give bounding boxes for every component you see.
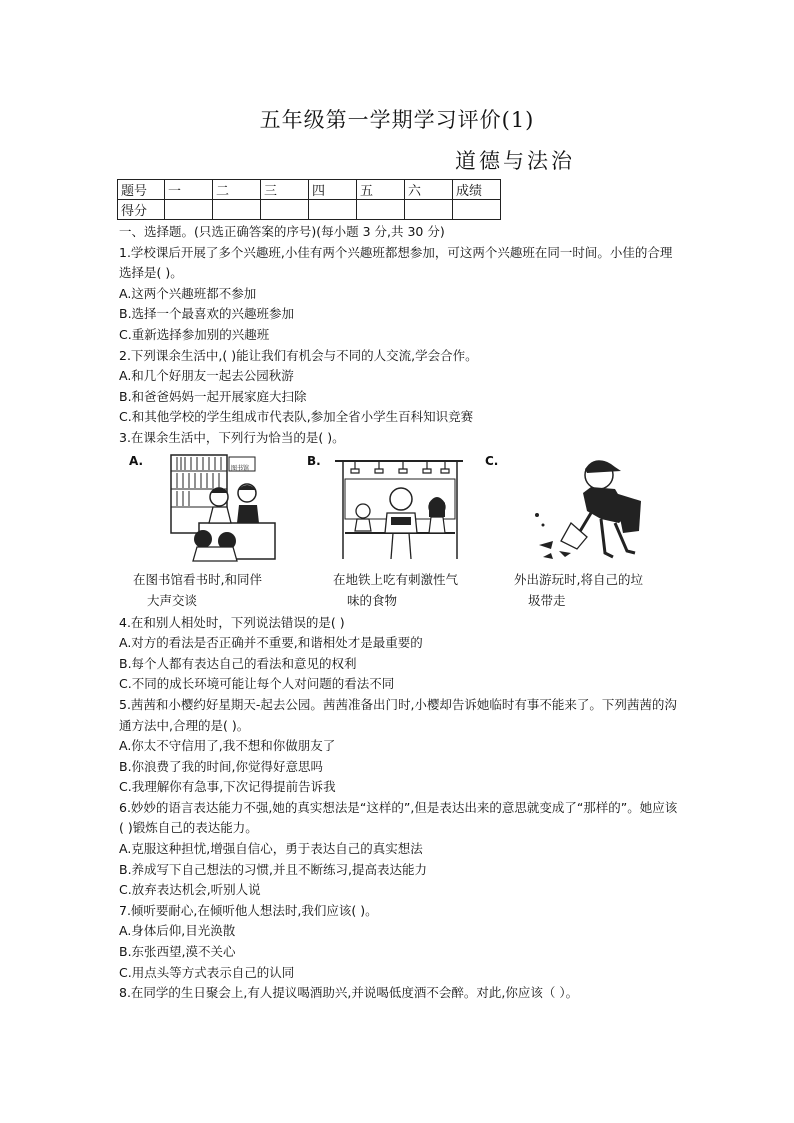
question-stem: 2.下列课余生活中,( )能让我们有机会与不同的人交流,学会合作。	[119, 347, 478, 363]
caption-line: 圾带走	[528, 592, 566, 608]
subject-title: 道德与法治	[455, 149, 575, 173]
picture-caption-c	[514, 569, 664, 611]
question-stem: 8.在同学的生日聚会上,有人提议喝酒助兴,并说喝低度酒不会醉。对此,你应该（ ）。	[119, 985, 579, 1001]
question-content	[119, 222, 679, 1004]
question-stem: 1.学校课后开展了多个兴趣班,小佳有两个兴趣班都想参加，可这两个兴趣班在同一时间。小佳的合理选择是( )。	[119, 244, 673, 281]
score-blank-cell	[309, 200, 357, 220]
score-header-cell: 成绩	[453, 180, 501, 200]
score-blank-cell	[405, 200, 453, 220]
library-sign-label: 图书馆	[231, 464, 250, 472]
picture-caption-a	[133, 569, 283, 611]
picture-letter: C.	[485, 453, 499, 468]
question-stem: 5.茜茜和小樱约好星期天-起去公园。茜茜准备出门时,小樱却告诉她临时有事不能来了。下列茜茜的沟通方法中,合理的是( )。	[119, 696, 677, 733]
score-blank-cell	[357, 200, 405, 220]
caption-line: 大声交谈	[147, 592, 198, 608]
score-header-cell: 三	[261, 180, 309, 200]
picture-letter: B.	[307, 453, 321, 468]
score-header-cell: 二	[213, 180, 261, 200]
score-row-label: 得分	[118, 200, 165, 220]
option-c: C.用点头等方式表示自己的认同	[119, 964, 295, 980]
score-blank-cell	[213, 200, 261, 220]
score-table-score-row	[118, 200, 501, 220]
picture-letter: A.	[129, 453, 144, 468]
option-b: B.选择一个最喜欢的兴趣班参加	[119, 306, 295, 322]
score-blank-cell	[261, 200, 309, 220]
picture-option-c	[485, 449, 665, 569]
picture-captions	[119, 569, 679, 613]
score-header-cell: 一	[165, 180, 213, 200]
score-header-cell: 题号	[118, 180, 165, 200]
page-title: 五年级第一学期学习评价(1)	[259, 108, 535, 132]
picture-option-a	[129, 449, 289, 569]
option-c: C.重新选择参加别的兴趣班	[119, 326, 270, 342]
caption-line: 在地铁上吃有刺激性气	[333, 571, 459, 587]
question-stem: 6.妙妙的语言表达能力不强,她的真实想法是“这样的”,但是表达出来的意思就变成了“那样的”。她应该( )锻炼自己的表达能力。	[119, 799, 678, 836]
option-c: C.我理解你有急事,下次记得提前告诉我	[119, 779, 336, 795]
caption-line: 味的食物	[347, 592, 398, 608]
question-stem: 4.在和别人相处时，下列说法错误的是( )	[119, 614, 345, 630]
score-table-header-row	[118, 180, 501, 200]
question-stem: 7.倾听要耐心,在倾听他人想法时,我们应该( )。	[119, 902, 378, 918]
option-a: A.和几个好朋友一起去公园秋游	[119, 368, 294, 384]
option-b: B.你浪费了我的时间,你觉得好意思吗	[119, 758, 324, 774]
option-a: A.你太不守信用了,我不想和你做朋友了	[119, 738, 336, 754]
subway-illustration-icon	[333, 455, 465, 563]
option-a: A.这两个兴趣班都不参加	[119, 285, 257, 301]
option-c: C.放弃表达机会,听别人说	[119, 882, 261, 898]
option-a: A.对方的看法是否正确并不重要,和谐相处才是最重要的	[119, 635, 423, 651]
option-b: B.东张西望,漠不关心	[119, 944, 236, 960]
section-heading: 一、选择题。(只选正确答案的序号)(每小题 3 分,共 30 分)	[119, 224, 445, 239]
option-b: B.每个人都有表达自己的看法和意见的权利	[119, 655, 357, 671]
score-table	[117, 179, 501, 220]
option-b: B.和爸爸妈妈一起开展家庭大扫除	[119, 388, 307, 404]
score-header-cell: 五	[357, 180, 405, 200]
caption-line: 在图书馆看书时,和同伴	[133, 571, 262, 587]
option-c: C.不同的成长环境可能让每个人对问题的看法不同	[119, 676, 395, 692]
question-stem: 3.在课余生活中，下列行为恰当的是( )。	[119, 429, 345, 445]
picture-caption-b	[333, 569, 483, 611]
score-blank-cell	[453, 200, 501, 220]
option-c: C.和其他学校的学生组成市代表队,参加全省小学生百科知识竞赛	[119, 409, 474, 425]
score-header-cell: 四	[309, 180, 357, 200]
caption-line: 外出游玩时,将自己的垃	[514, 571, 643, 587]
score-header-cell: 六	[405, 180, 453, 200]
picture-option-b	[307, 449, 467, 569]
option-a: A.克服这种担忧,增强自信心，勇于表达自己的真实想法	[119, 841, 423, 857]
litter-pickup-illustration-icon	[531, 453, 647, 565]
picture-options	[119, 449, 679, 569]
option-a: A.身体后仰,目光涣散	[119, 923, 236, 939]
library-illustration-icon	[169, 453, 279, 563]
option-b: B.养成写下自己想法的习惯,并且不断练习,提高表达能力	[119, 861, 427, 877]
score-blank-cell	[165, 200, 213, 220]
